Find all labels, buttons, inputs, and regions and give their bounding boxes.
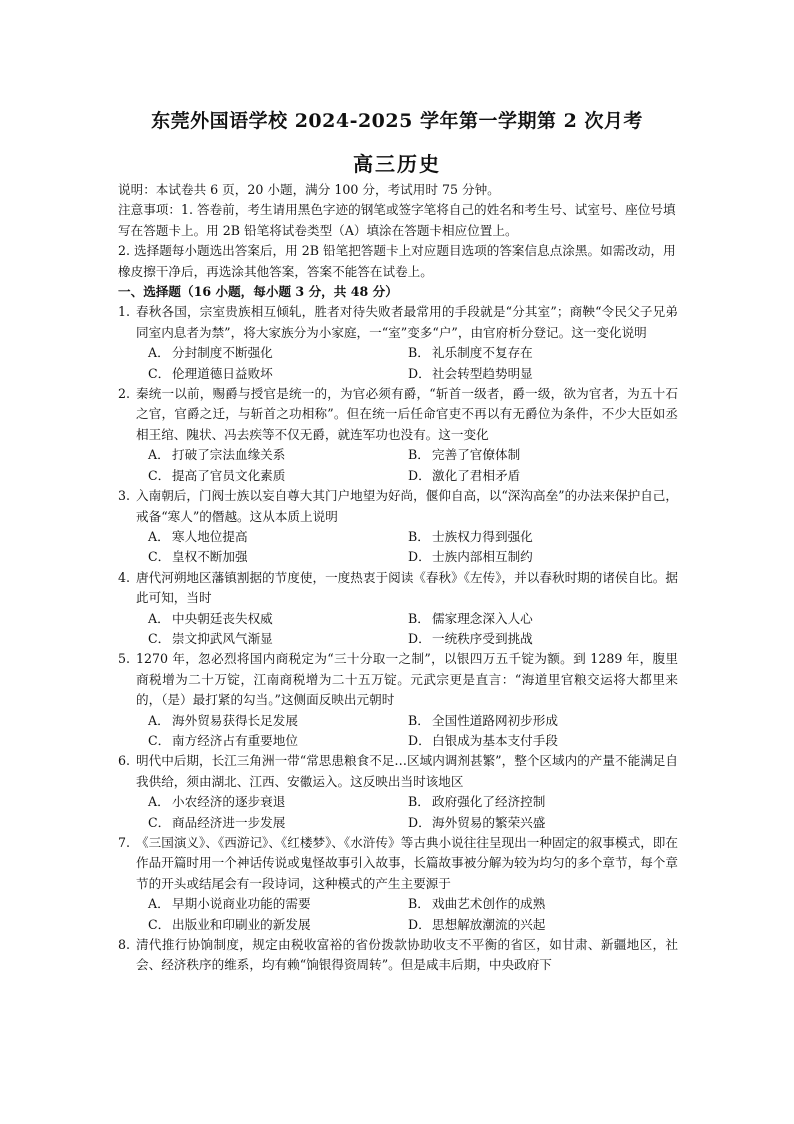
- answer-option: [148, 915, 408, 935]
- option-text: 全国性道路网初步形成: [432, 712, 558, 728]
- option-text: 中央朝廷丧失权威: [172, 610, 273, 626]
- answer-options: [148, 711, 678, 752]
- question-number: 8.: [118, 937, 131, 953]
- question-item: [118, 384, 678, 486]
- answer-option: [148, 527, 408, 547]
- option-text: 白银成为基本支付手段: [432, 732, 558, 748]
- answer-option: [148, 547, 408, 567]
- answer-options: [148, 343, 678, 384]
- question-item: [118, 302, 678, 384]
- option-letter: B．: [408, 528, 430, 544]
- answer-option: [148, 813, 408, 833]
- notice-item-1: 注意事项：1. 答卷前，考生请用黑色字迹的钢笔或签字笔将自己的姓名和考生号、试室号、座位号填写在答题卡上。用 2B 铅笔将试卷类型（A）填涂在答题卡相应位置上。: [118, 202, 676, 238]
- option-text: 一统秩序受到挑战: [432, 630, 533, 646]
- question-list: [118, 302, 678, 975]
- answer-option: [408, 609, 678, 629]
- answer-option: [148, 445, 408, 465]
- option-text: 礼乐制度不复存在: [432, 345, 533, 361]
- option-text: 寒人地位提高: [172, 528, 248, 544]
- option-text: 分封制度不断强化: [172, 345, 273, 361]
- option-text: 伦理道德日益败坏: [172, 365, 273, 381]
- answer-option: [408, 813, 678, 833]
- option-letter: C．: [148, 732, 171, 748]
- option-text: 思想解放潮流的兴起: [432, 916, 546, 932]
- option-letter: C．: [148, 916, 171, 932]
- option-text: 社会转型趋势明显: [432, 365, 533, 381]
- answer-options: [148, 609, 678, 650]
- question-item: [118, 833, 678, 935]
- answer-option: [148, 711, 408, 731]
- option-letter: B．: [408, 794, 430, 810]
- answer-option: [408, 343, 678, 363]
- option-letter: A．: [148, 528, 170, 544]
- exam-body: [118, 180, 678, 976]
- question-item: [118, 751, 678, 833]
- option-text: 戏曲艺术创作的成熟: [432, 896, 546, 912]
- option-letter: C．: [148, 365, 171, 381]
- answer-option: [148, 731, 408, 751]
- question-item: [118, 486, 678, 568]
- option-letter: B．: [408, 345, 430, 361]
- question-stem: 春秋各国，宗室贵族相互倾轧，胜者对待失败者最常用的手段就是“分其室”；商鞅“令民父子兄弟同室内息者为禁”，将大家族分为小家庭，一“室”变多“户”，由官府析分登记。这一变化说明: [136, 304, 678, 340]
- option-text: 儒家理念深入人心: [432, 610, 533, 626]
- option-letter: D．: [408, 630, 431, 646]
- option-letter: C．: [148, 549, 171, 565]
- option-text: 南方经济占有重要地位: [172, 732, 298, 748]
- answer-options: [148, 445, 678, 486]
- option-text: 皇权不断加强: [172, 549, 248, 565]
- answer-option: [408, 527, 678, 547]
- option-letter: A．: [148, 712, 170, 728]
- question-number: 2.: [118, 386, 131, 402]
- notice-item-2: 2. 选择题每小题选出答案后，用 2B 铅笔把答题卡上对应题目选项的答案信息点涂黑。如需改动，用橡皮擦干净后，再选涂其他答案，答案不能答在试卷上。: [118, 243, 676, 279]
- section-heading: 一、选择题（16 小题，每小题 3 分，共 48 分）: [118, 284, 398, 300]
- answer-option: [408, 466, 678, 486]
- option-letter: A．: [148, 896, 170, 912]
- option-letter: D．: [408, 467, 431, 483]
- question-number: 7.: [118, 835, 131, 850]
- option-letter: C．: [148, 467, 171, 483]
- answer-option: [148, 466, 408, 486]
- answer-option: [408, 731, 678, 751]
- option-text: 政府强化了经济控制: [432, 794, 546, 810]
- option-letter: D．: [408, 549, 431, 565]
- option-text: 早期小说商业功能的需要: [172, 896, 311, 912]
- answer-option: [148, 894, 408, 914]
- option-letter: A．: [148, 447, 170, 463]
- option-text: 海外贸易的繁荣兴盛: [432, 814, 546, 830]
- question-number: 6.: [118, 753, 131, 769]
- question-item: [118, 935, 678, 976]
- option-letter: C．: [148, 630, 171, 646]
- answer-option: [148, 609, 408, 629]
- option-letter: B．: [408, 610, 430, 626]
- option-letter: D．: [408, 732, 431, 748]
- option-letter: D．: [408, 814, 431, 830]
- answer-option: [148, 343, 408, 363]
- answer-option: [408, 629, 678, 649]
- option-letter: A．: [148, 794, 170, 810]
- question-stem: 《三国演义》、《西游记》、《红楼梦》、《水浒传》等古典小说往往呈现出一种固定的叙事模式，即在作品开篇时用一个神话传说或鬼怪故事引入故事，长篇故事被分解为较为均匀的多个章节，每个章节的开头或结尾会有一段诗词，这种模式的产生主要源于: [136, 835, 678, 891]
- answer-option: [408, 547, 678, 567]
- exam-explanation: 说明：本试卷共 6 页，20 小题，满分 100 分，考试用时 75 分钟。: [118, 182, 500, 197]
- answer-option: [148, 364, 408, 384]
- option-text: 海外贸易获得长足发展: [172, 712, 298, 728]
- option-text: 小农经济的逐步衰退: [172, 794, 286, 810]
- option-text: 出版业和印刷业的新发展: [172, 916, 311, 932]
- question-item: [118, 568, 678, 650]
- option-letter: D．: [408, 916, 431, 932]
- question-stem: 清代推行协饷制度，规定由税收富裕的省份拨款协助收支不平衡的省区，如甘肃、新疆地区，社会、经济秩序的维系，均有赖“饷银得资周转”。但是咸丰后期，中央政府下: [136, 937, 678, 973]
- option-letter: D．: [408, 365, 431, 381]
- answer-option: [148, 629, 408, 649]
- option-text: 打破了宗法血缘关系: [172, 447, 286, 463]
- answer-option: [148, 792, 408, 812]
- question-stem: 1270 年，忽必烈将国内商税定为“三十分取一之制”，以银四万五千锭为额。到 1289 年，腹里商税增为二十万锭，江南商税增为二十五万锭。元武宗更是直言：“海道里官粮交运将大都里来的，（是）最打紧的勾当。”这侧面反映出元朝时: [136, 651, 678, 708]
- option-text: 商品经济进一步发展: [172, 814, 286, 830]
- option-text: 激化了君相矛盾: [432, 467, 521, 483]
- question-number: 4.: [118, 569, 131, 585]
- option-text: 士族权力得到强化: [432, 528, 533, 544]
- answer-option: [408, 915, 678, 935]
- question-stem: 唐代河朔地区藩镇割据的节度使，一度热衷于阅读《春秋》《左传》，并以春秋时期的诸侯自比。据此可知，当时: [136, 569, 678, 606]
- exam-title: 东莞外国语学校 2024-2025 学年第一学期第 2 次月考: [151, 110, 643, 132]
- question-number: 5.: [118, 651, 131, 667]
- option-letter: C．: [148, 814, 171, 830]
- option-letter: A．: [148, 610, 170, 626]
- option-letter: A．: [148, 345, 170, 361]
- answer-options: [148, 792, 678, 833]
- option-letter: B．: [408, 712, 430, 728]
- question-number: 1.: [118, 304, 131, 320]
- option-letter: B．: [408, 896, 430, 912]
- question-item: [118, 649, 678, 751]
- option-text: 完善了官僚体制: [432, 447, 521, 463]
- answer-option: [408, 894, 678, 914]
- exam-instructions: [118, 180, 678, 282]
- question-stem: 秦统一以前，赐爵与授官是统一的，为官必须有爵，“斩首一级者，爵一级，欲为官者，为五十石之官，官爵之迁，与斩首之功相称”。但在统一后任命官吏不再以有无爵位为条件，不少大臣如丞相王绾、隗状、冯去疾等不仅无爵，就连军功也没有。这一变化: [136, 386, 678, 442]
- question-stem: 明代中后期，长江三角洲一带“常思患粮食不足…区域内调剂甚繁”，整个区域内的产量不能满足自我供给，须由湖北、江西、安徽运入。这反映出当时该地区: [136, 753, 678, 789]
- question-number: 3.: [118, 488, 131, 504]
- answer-option: [408, 711, 678, 731]
- answer-option: [408, 364, 678, 384]
- answer-option: [408, 792, 678, 812]
- option-letter: B．: [408, 447, 430, 463]
- answer-options: [148, 527, 678, 568]
- option-text: 士族内部相互制约: [432, 549, 533, 565]
- answer-option: [408, 445, 678, 465]
- question-stem: 入南朝后，门阀士族以妄自尊大其门户地望为好尚，偃仰自高，以“深沟高垒”的办法来保护自己，戒备“寒人”的僭越。这从本质上说明: [136, 488, 678, 524]
- option-text: 提高了官员文化素质: [172, 467, 286, 483]
- option-text: 崇文抑武风气渐显: [172, 630, 273, 646]
- exam-subject-title: 高三历史: [353, 152, 441, 176]
- answer-options: [148, 894, 678, 935]
